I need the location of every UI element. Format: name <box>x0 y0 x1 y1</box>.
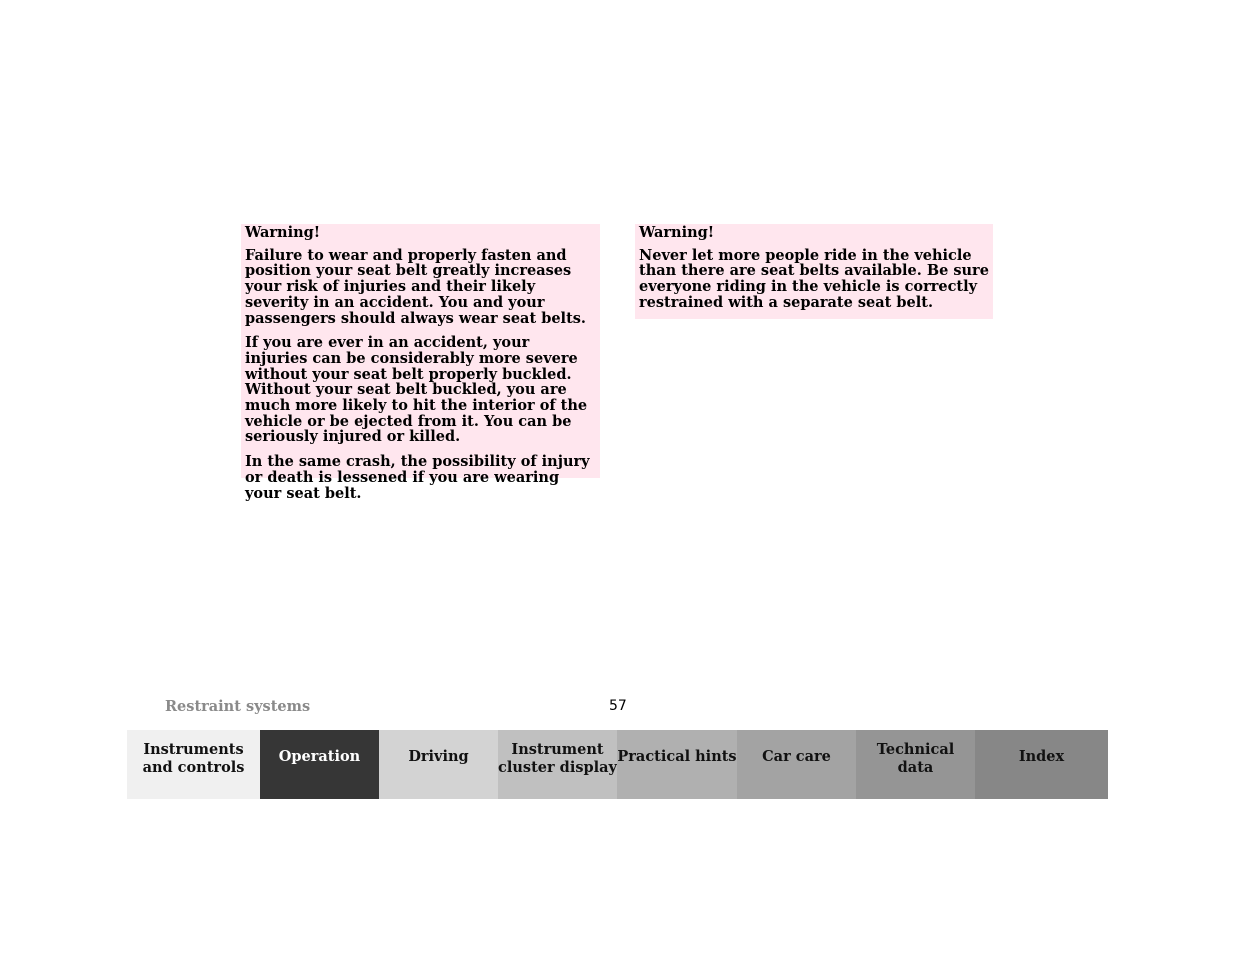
nav-tab-technical-data[interactable]: Technical data <box>856 730 975 799</box>
page-number: 57 <box>609 698 627 714</box>
nav-tab-car-care[interactable]: Car care <box>737 730 856 799</box>
chapter-nav-bar <box>127 730 1108 799</box>
section-title: Restraint systems <box>165 698 311 715</box>
occupancy-warning-box <box>635 224 993 319</box>
warning-paragraph: Never let more people ride in the vehicle than there are seat belts available. Be sure everyone riding in the vehicle is correctly restrained with a separate seat belt. <box>639 246 989 311</box>
nav-tab-index[interactable]: Index <box>975 730 1108 799</box>
nav-tab-instruments-and-controls[interactable]: Instruments and controls <box>127 730 260 799</box>
nav-tab-operation[interactable]: Operation <box>260 730 379 799</box>
warning-title: Warning! <box>245 224 321 241</box>
warning-paragraph: Failure to wear and properly fasten and position your seat belt greatly increases your risk of injuries and their likely severity in an accident. You and your passengers should always wear seat belts. <box>245 246 586 327</box>
nav-tab-driving[interactable]: Driving <box>379 730 498 799</box>
nav-tab-practical-hints[interactable]: Practical hints <box>617 730 737 799</box>
nav-tab-instrument-cluster-display[interactable]: Instrument cluster display <box>498 730 617 799</box>
warning-title: Warning! <box>639 224 715 241</box>
warning-paragraph: If you are ever in an accident, your injuries can be considerably more severe without your seat belt properly buckled. Without your seat belt buckled, you are much more likely to hit the interior of the vehicle or be ejected from it. You can be seriously injured or killed. <box>245 334 588 446</box>
warning-paragraph: In the same crash, the possibility of injury or death is lessened if you are wearing your seat belt. <box>245 453 590 502</box>
seat-belt-warning-box <box>241 224 600 502</box>
